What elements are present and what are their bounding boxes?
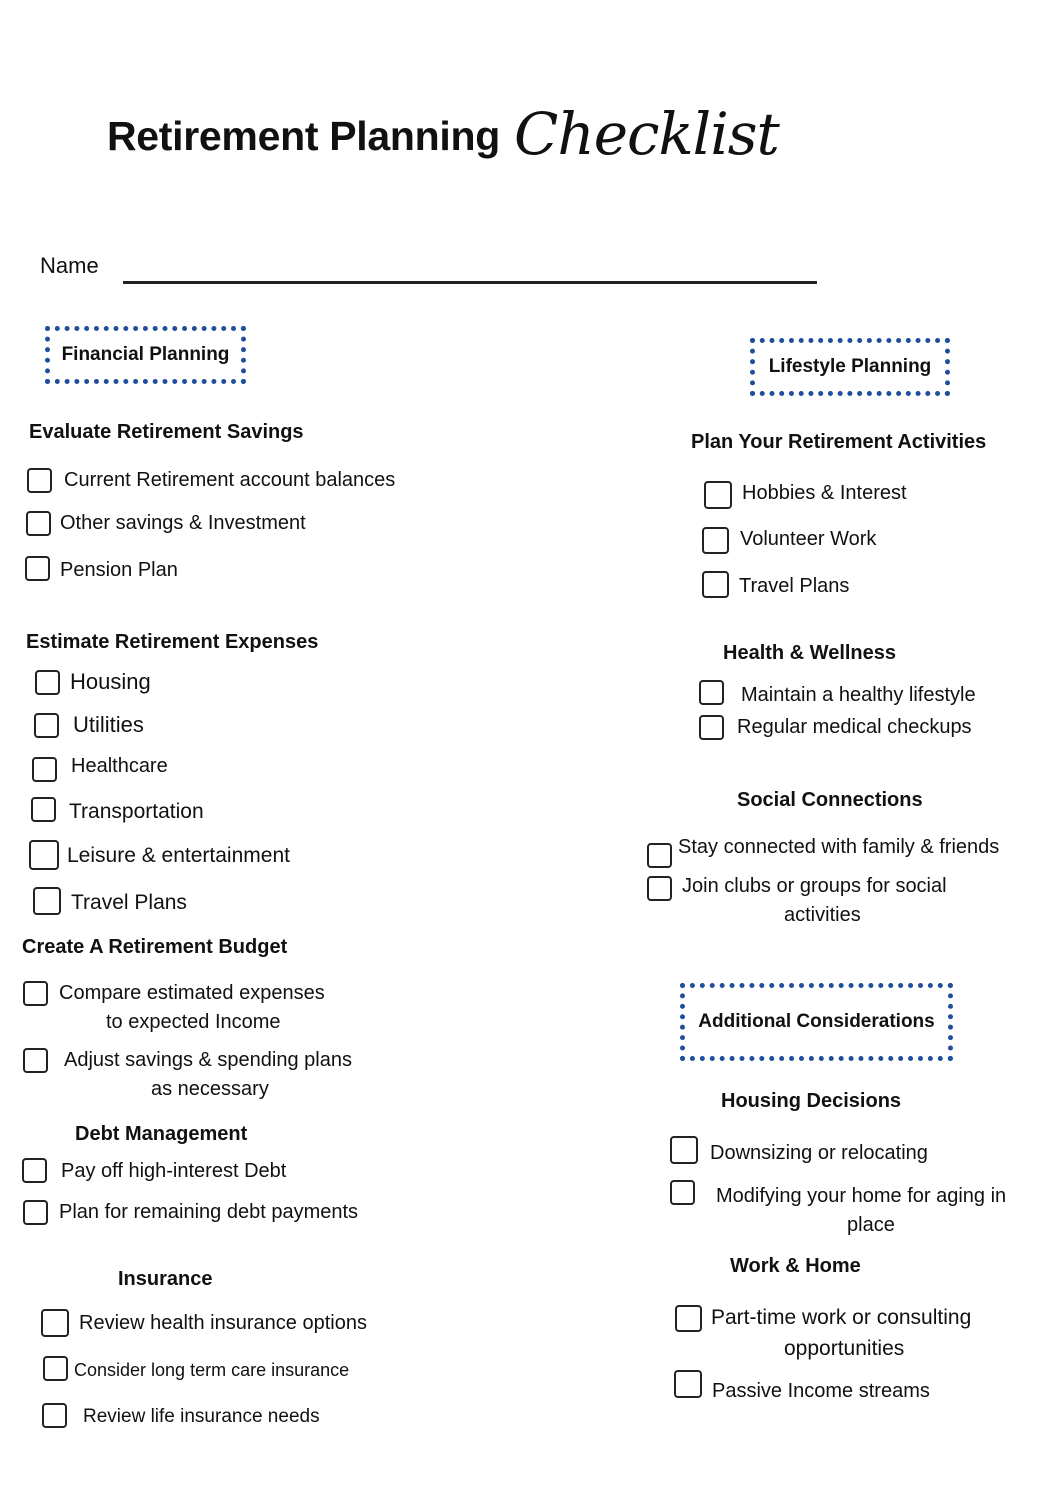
item-join-clubs (682, 872, 947, 930)
name-field-line[interactable] (123, 281, 817, 284)
name-label: Name (40, 253, 99, 278)
checkbox-healthy-lifestyle[interactable] (699, 680, 724, 705)
financial-planning-box (45, 326, 246, 384)
checkbox-part-time-work[interactable] (675, 1305, 702, 1332)
item-other-savings: Other savings & Investment (60, 512, 306, 534)
checkbox-housing[interactable] (35, 670, 60, 695)
item-stay-connected: Stay connected with family & friends (678, 836, 1000, 858)
title-script: Checklist (513, 100, 779, 168)
checkbox-volunteer-work[interactable] (702, 527, 729, 554)
checkbox-transportation[interactable] (31, 797, 56, 822)
item-healthcare: Healthcare (71, 755, 168, 777)
item-volunteer-work: Volunteer Work (740, 528, 877, 550)
item-utilities: Utilities (73, 712, 144, 737)
checkbox-healthcare[interactable] (32, 757, 57, 782)
item-join-clubs-line1: Join clubs or groups for social (682, 875, 947, 897)
item-leisure: Leisure & entertainment (67, 844, 290, 867)
checkbox-compare-expenses[interactable] (23, 981, 48, 1006)
checkbox-join-clubs[interactable] (647, 876, 672, 901)
work-heading: Work & Home (730, 1255, 861, 1277)
item-adjust-savings-line1: Adjust savings & spending plans (64, 1049, 352, 1071)
item-modifying-home-line1: Modifying your home for aging in (716, 1185, 1007, 1207)
checkbox-leisure[interactable] (29, 840, 59, 870)
checkbox-health-insurance[interactable] (41, 1309, 69, 1337)
checkbox-long-term-care[interactable] (43, 1356, 68, 1381)
health-heading: Health & Wellness (723, 642, 897, 664)
checkbox-travel-plans-expenses[interactable] (33, 887, 61, 915)
item-account-balances: Current Retirement account balances (64, 469, 396, 491)
item-compare-expenses-line1: Compare estimated expenses (59, 982, 325, 1004)
item-transportation: Transportation (69, 800, 204, 823)
lifestyle-planning-box (750, 338, 950, 396)
checkbox-passive-income[interactable] (674, 1370, 702, 1398)
checkbox-pension-plan[interactable] (25, 556, 50, 581)
housing-heading: Housing Decisions (721, 1090, 902, 1112)
checkbox-downsizing[interactable] (670, 1136, 698, 1164)
item-join-clubs-line2: activities (784, 904, 861, 926)
item-remaining-debt: Plan for remaining debt payments (59, 1201, 359, 1223)
checkbox-travel-plans-activities[interactable] (702, 571, 729, 598)
item-modifying-home-line2: place (847, 1214, 895, 1236)
item-downsizing: Downsizing or relocating (710, 1142, 928, 1164)
activities-heading: Plan Your Retirement Activities (691, 431, 987, 453)
title-main: Retirement Planning (107, 113, 500, 159)
checkbox-life-insurance[interactable] (42, 1403, 67, 1428)
item-healthy-lifestyle: Maintain a healthy lifestyle (741, 684, 976, 706)
checkbox-stay-connected[interactable] (647, 843, 672, 868)
item-medical-checkups: Regular medical checkups (737, 716, 972, 738)
item-adjust-savings-line2: as necessary (151, 1078, 269, 1100)
item-modifying-home (716, 1182, 1006, 1240)
checkbox-remaining-debt[interactable] (23, 1200, 48, 1225)
debt-heading: Debt Management (75, 1123, 248, 1145)
social-heading: Social Connections (737, 789, 923, 811)
checkbox-adjust-savings[interactable] (23, 1048, 48, 1073)
additional-considerations-box (680, 983, 953, 1061)
item-long-term-care: Consider long term care insurance (74, 1360, 350, 1380)
item-part-time-work-line2: opportunities (784, 1337, 905, 1360)
item-pay-off-debt: Pay off high-interest Debt (61, 1160, 287, 1182)
item-housing: Housing (70, 669, 151, 694)
page-title (107, 96, 779, 168)
item-passive-income: Passive Income streams (712, 1380, 930, 1402)
item-health-insurance: Review health insurance options (79, 1312, 367, 1334)
budget-heading: Create A Retirement Budget (22, 936, 288, 958)
item-part-time-work (711, 1302, 971, 1364)
item-pension-plan: Pension Plan (60, 559, 178, 581)
checkbox-pay-off-debt[interactable] (22, 1158, 47, 1183)
insurance-heading: Insurance (118, 1268, 213, 1290)
item-part-time-work-line1: Part-time work or consulting (711, 1306, 972, 1329)
checkbox-other-savings[interactable] (26, 511, 51, 536)
checkbox-hobbies[interactable] (704, 481, 732, 509)
checkbox-account-balances[interactable] (27, 468, 52, 493)
lifestyle-planning-label: Lifestyle Planning (768, 356, 932, 377)
additional-considerations-label: Additional Considerations (698, 1011, 935, 1032)
item-hobbies: Hobbies & Interest (742, 482, 907, 504)
item-life-insurance: Review life insurance needs (83, 1406, 320, 1427)
item-compare-expenses (59, 979, 325, 1037)
financial-planning-label: Financial Planning (61, 344, 230, 365)
checkbox-utilities[interactable] (34, 713, 59, 738)
savings-heading: Evaluate Retirement Savings (29, 421, 304, 443)
item-travel-plans-expenses: Travel Plans (71, 891, 187, 914)
item-travel-plans-activities: Travel Plans (739, 575, 850, 597)
expenses-heading: Estimate Retirement Expenses (26, 631, 319, 653)
item-compare-expenses-line2: to expected Income (106, 1011, 281, 1033)
item-adjust-savings (64, 1046, 352, 1104)
checkbox-modifying-home[interactable] (670, 1180, 695, 1205)
checkbox-medical-checkups[interactable] (699, 715, 724, 740)
